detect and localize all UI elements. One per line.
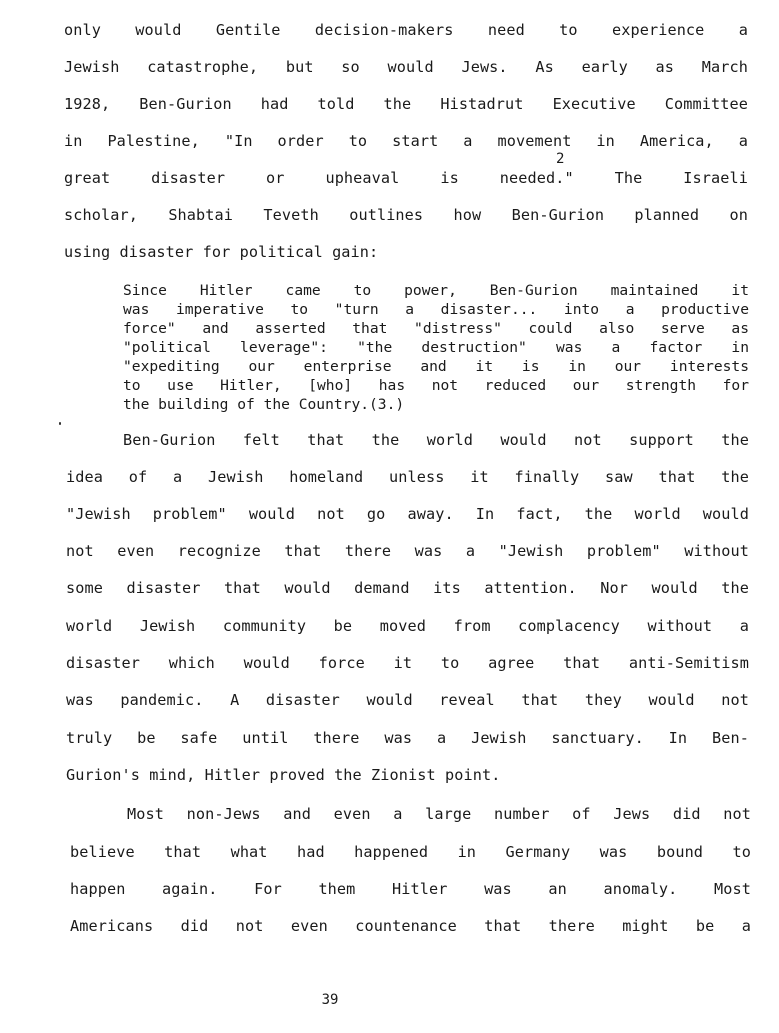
paragraph-1-line-3: 1928, Ben-Gurion had told the Histadrut Executive Committee (64, 95, 748, 113)
paragraph-3-line-4: Americans did not even countenance that there might be a (70, 917, 751, 935)
block-quote-line-3: force" and asserted that "distress" could also serve as (123, 320, 749, 337)
paragraph-2-line-7: disaster which would force it to agree that anti-Semitism (66, 654, 749, 672)
paragraph-2-line-6: world Jewish community be moved from complacency without a (66, 617, 749, 635)
stray-ink-mark (59, 422, 61, 425)
block-quote-line-2: was imperative to "turn a disaster... into a productive (123, 301, 749, 318)
block-quote-line-1: Since Hitler came to power, Ben-Gurion maintained it (123, 282, 749, 299)
paragraph-1-line-1: only would Gentile decision-makers need to experience a (64, 21, 748, 39)
paragraph-1-line-4: in Palestine, "In order to start a movement in America, a (64, 132, 748, 150)
paragraph-2-line-9: truly be safe until there was a Jewish sanctuary. In Ben- (66, 729, 749, 747)
paragraph-2-line-5: some disaster that would demand its attention. Nor would the (66, 579, 749, 597)
paragraph-2-line-10: Gurion's mind, Hitler proved the Zionist point. (66, 766, 501, 784)
block-quote-line-6: to use Hitler, [who] has not reduced our strength for (123, 377, 749, 394)
block-quote-line-4: "political leverage": "the destruction" was a factor in (123, 339, 749, 356)
paragraph-1-line-2: Jewish catastrophe, but so would Jews. As early as March (64, 58, 748, 76)
paragraph-3-line-1: Most non-Jews and even a large number of Jews did not (127, 805, 751, 823)
paragraph-2-line-1: Ben-Gurion felt that the world would not support the (123, 431, 749, 449)
footnote-marker: 2 (556, 151, 565, 167)
page-number: 39 (321, 992, 339, 1008)
paragraph-3-line-2: believe that what had happened in Germany was bound to (70, 843, 751, 861)
paragraph-1-line-7: using disaster for political gain: (64, 243, 379, 261)
paragraph-3-line-3: happen again. For them Hitler was an anomaly. Most (70, 880, 751, 898)
paragraph-2-line-8: was pandemic. A disaster would reveal that they would not (66, 691, 749, 709)
paragraph-2-line-2: idea of a Jewish homeland unless it finally saw that the (66, 468, 749, 486)
paragraph-2-line-3: "Jewish problem" would not go away. In fact, the world would (66, 505, 749, 523)
paragraph-2-line-4: not even recognize that there was a "Jewish problem" without (66, 542, 749, 560)
paragraph-1-line-6: scholar, Shabtai Teveth outlines how Ben-Gurion planned on (64, 206, 748, 224)
block-quote (123, 281, 749, 414)
paragraph-1-line-5: great disaster or upheaval is needed." The Israeli (64, 169, 748, 187)
block-quote-line-7: the building of the Country.(3.) (123, 396, 405, 413)
block-quote-line-5: "expediting our enterprise and it is in our interests (123, 358, 749, 375)
